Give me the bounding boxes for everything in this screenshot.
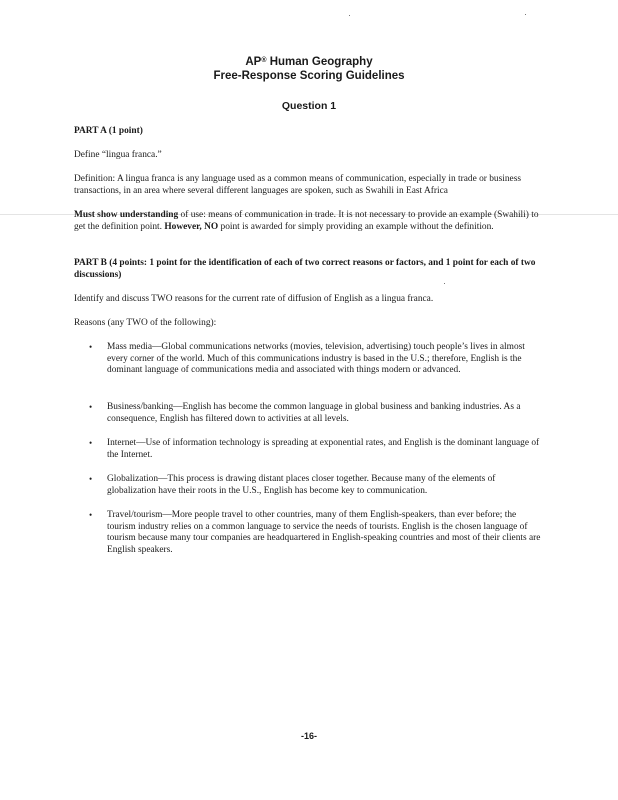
scan-speck [444, 283, 445, 284]
bullet-marker: • [89, 342, 93, 352]
part-b-heading: PART B (4 points: 1 point for the identification of each of two correct reasons or factors, and 1 point for each of two discussions) [74, 258, 536, 280]
part-b-prompt: Identify and discuss TWO reasons for the current rate of diffusion of English as a lingua franca. [74, 294, 434, 304]
reason-business-banking: Business/banking—English has become the common language in global business and banking industries. As a consequence, English has filtered down to activities at all levels. [107, 402, 521, 424]
reason-travel-tourism: Travel/tourism—More people travel to other countries, many of them English-speakers, than ever before; the tourism industry relies on a common language to service the needs of tourists. English is the chosen language of tourism because many tour companies are headquartered in English-speaking countries and most of their clients are English speakers. [107, 510, 541, 555]
question-title: Question 1 [281, 100, 337, 112]
part-a-scoring-note: Must show understanding of use: means of communication in trade. It is not necessary to provide an example (Swahili) to get the definition point. However, NO point is awarded for simply providing an example without the definition. [74, 210, 539, 232]
bullet-marker: • [89, 402, 93, 412]
scan-speck [525, 14, 526, 15]
document-title: AP® Human Geography [245, 56, 373, 68]
bullet-marker: • [89, 474, 93, 484]
bullet-marker: • [89, 438, 93, 448]
part-a-definition: Definition: A lingua franca is any language used as a common means of communication, especially in trade or business transactions, in an area where several different languages are spoken, such as Swahili in East Africa [74, 174, 522, 196]
reasons-label: Reasons (any TWO of the following): [74, 318, 217, 328]
part-a-heading: PART A (1 point) [74, 126, 143, 136]
document-subtitle: Free-Response Scoring Guidelines [213, 70, 405, 82]
part-a-prompt: Define “lingua franca.” [74, 150, 162, 160]
page-number: -16- [300, 731, 317, 741]
scan-speck [349, 15, 350, 16]
bullet-marker: • [89, 510, 93, 520]
reason-mass-media: Mass media—Global communications networks (movies, television, advertising) touch people’s lives in almost every corner of the world. Much of this communications industry is based in the U.S.; therefore, English is the dominant language of communications media and associated with things modern or advanced. [107, 342, 525, 375]
reason-internet: Internet—Use of information technology is spreading at exponential rates, and English is the dominant language of the Internet. [107, 438, 540, 460]
registered-mark: ® [261, 57, 267, 64]
reason-globalization: Globalization—This process is drawing distant places closer together. Because many of the elements of globalization have their roots in the U.S., English has become key to communication. [107, 474, 496, 496]
